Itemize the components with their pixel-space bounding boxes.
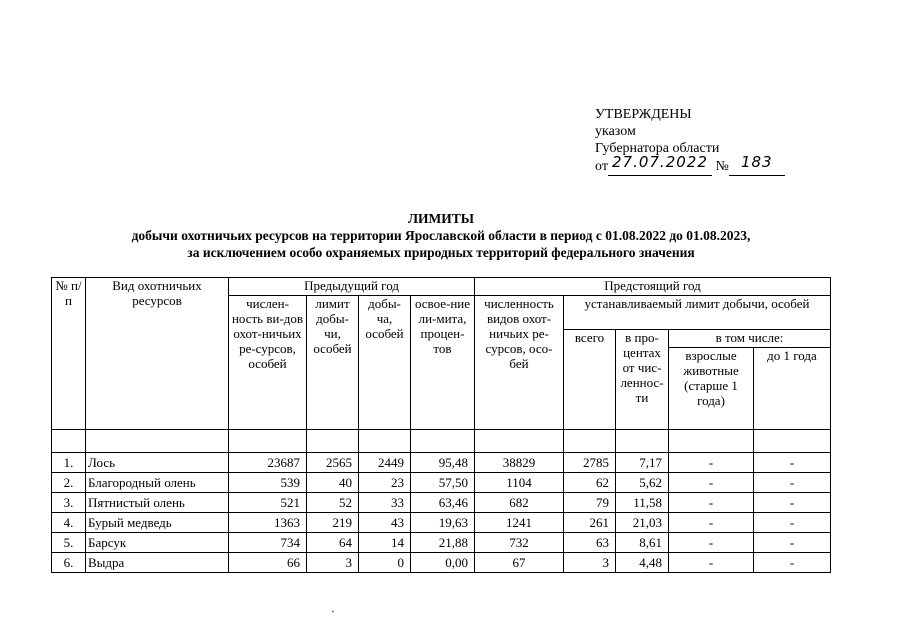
document-title <box>0 210 882 261</box>
row-percent: 11,58 <box>616 493 669 513</box>
header-prev-harvest: добы-ча, особей <box>359 296 411 430</box>
title-subtitle-2: за исключением особо охраняемых природных территорий федерального значения <box>187 245 695 260</box>
row-prev-usage: 0,00 <box>411 553 475 573</box>
row-total: 261 <box>564 513 616 533</box>
row-prev-count: 521 <box>229 493 307 513</box>
header-prev-limit: лимит добы-чи, особей <box>307 296 359 430</box>
number-prefix: № <box>715 159 729 174</box>
row-percent: 5,62 <box>616 473 669 493</box>
header-percent: в про-центах от чис-леннос-ти <box>616 330 669 430</box>
approval-block <box>595 106 785 176</box>
row-total: 79 <box>564 493 616 513</box>
row-prev-count: 23687 <box>229 453 307 473</box>
row-prev-count: 1363 <box>229 513 307 533</box>
header-next-limit: устанавливаемый лимит добычи, особей <box>564 296 831 330</box>
header-prev-year: Предыдущий год <box>229 278 475 296</box>
row-percent: 4,48 <box>616 553 669 573</box>
row-prev-usage: 63,46 <box>411 493 475 513</box>
row-prev-usage: 95,48 <box>411 453 475 473</box>
approval-heading: УТВЕРЖДЕНЫ <box>595 107 692 122</box>
row-prev-usage: 57,50 <box>411 473 475 493</box>
row-total: 3 <box>564 553 616 573</box>
row-young: - <box>754 493 831 513</box>
header-including: в том числе: <box>669 330 831 348</box>
row-young: - <box>754 473 831 493</box>
handwritten-date: 27.07.2022 <box>611 153 708 171</box>
header-num: № п/п <box>52 278 86 430</box>
title-main: ЛИМИТЫ <box>407 211 475 226</box>
row-number: 4. <box>52 513 86 533</box>
header-species: Вид охотничьих ресурсов <box>86 278 229 430</box>
row-next-count: 67 <box>475 553 564 573</box>
row-young: - <box>754 513 831 533</box>
row-young: - <box>754 553 831 573</box>
row-prev-harvest: 0 <box>359 553 411 573</box>
row-prev-usage: 21,88 <box>411 533 475 553</box>
row-number: 2. <box>52 473 86 493</box>
table-row <box>52 553 831 573</box>
row-prev-harvest: 43 <box>359 513 411 533</box>
row-number: 6. <box>52 553 86 573</box>
row-young: - <box>754 533 831 553</box>
row-total: 62 <box>564 473 616 493</box>
table-row <box>52 453 831 473</box>
handwritten-number: 183 <box>740 153 773 171</box>
header-prev-count: числен-ность ви-дов охот-ничьих ре-сурсов, особей <box>229 296 307 430</box>
table-row <box>52 473 831 493</box>
row-species: Барсук <box>86 533 229 553</box>
row-adults: - <box>669 453 754 473</box>
row-species: Пятнистый олень <box>86 493 229 513</box>
row-species: Благородный олень <box>86 473 229 493</box>
row-prev-limit: 64 <box>307 533 359 553</box>
row-adults: - <box>669 493 754 513</box>
table-row <box>52 533 831 553</box>
row-species: Бурый медведь <box>86 513 229 533</box>
row-prev-limit: 3 <box>307 553 359 573</box>
row-prev-harvest: 23 <box>359 473 411 493</box>
row-prev-harvest: 2449 <box>359 453 411 473</box>
row-total: 63 <box>564 533 616 553</box>
row-young: - <box>754 453 831 473</box>
header-young: до 1 года <box>754 348 831 430</box>
row-next-count: 732 <box>475 533 564 553</box>
header-next-count: численность видов охот-ничьих ре-сурсов, осо-бей <box>475 296 564 430</box>
row-adults: - <box>669 553 754 573</box>
header-prev-usage: освое-ние ли-мита, процен-тов <box>411 296 475 430</box>
header-spacer-row <box>52 430 831 453</box>
row-prev-harvest: 33 <box>359 493 411 513</box>
row-prev-limit: 40 <box>307 473 359 493</box>
row-adults: - <box>669 513 754 533</box>
header-total: всего <box>564 330 616 430</box>
row-prev-count: 66 <box>229 553 307 573</box>
row-percent: 7,17 <box>616 453 669 473</box>
date-prefix: от <box>595 159 608 174</box>
row-prev-limit: 2565 <box>307 453 359 473</box>
row-number: 3. <box>52 493 86 513</box>
row-prev-limit: 52 <box>307 493 359 513</box>
approval-decree: указом <box>595 124 636 139</box>
row-next-count: 682 <box>475 493 564 513</box>
row-next-count: 1241 <box>475 513 564 533</box>
row-species: Выдра <box>86 553 229 573</box>
row-adults: - <box>669 473 754 493</box>
limits-table <box>51 277 831 573</box>
row-percent: 8,61 <box>616 533 669 553</box>
scan-mark: ` <box>331 608 335 622</box>
row-prev-usage: 19,63 <box>411 513 475 533</box>
row-prev-count: 734 <box>229 533 307 553</box>
row-prev-count: 539 <box>229 473 307 493</box>
row-next-count: 38829 <box>475 453 564 473</box>
row-prev-harvest: 14 <box>359 533 411 553</box>
header-adults: взрослые животные (старше 1 года) <box>669 348 754 430</box>
approval-authority: Губернатора области <box>595 141 720 156</box>
header-next-year: Предстоящий год <box>475 278 831 296</box>
row-species: Лось <box>86 453 229 473</box>
table-row <box>52 513 831 533</box>
title-subtitle-1: добычи охотничьих ресурсов на территории Ярославской области в период с 01.08.2022 до 01.08.2023, <box>131 228 751 243</box>
row-number: 1. <box>52 453 86 473</box>
row-percent: 21,03 <box>616 513 669 533</box>
row-number: 5. <box>52 533 86 553</box>
row-next-count: 1104 <box>475 473 564 493</box>
approval-date-line <box>595 153 785 176</box>
row-total: 2785 <box>564 453 616 473</box>
table-row <box>52 493 831 513</box>
row-adults: - <box>669 533 754 553</box>
row-prev-limit: 219 <box>307 513 359 533</box>
